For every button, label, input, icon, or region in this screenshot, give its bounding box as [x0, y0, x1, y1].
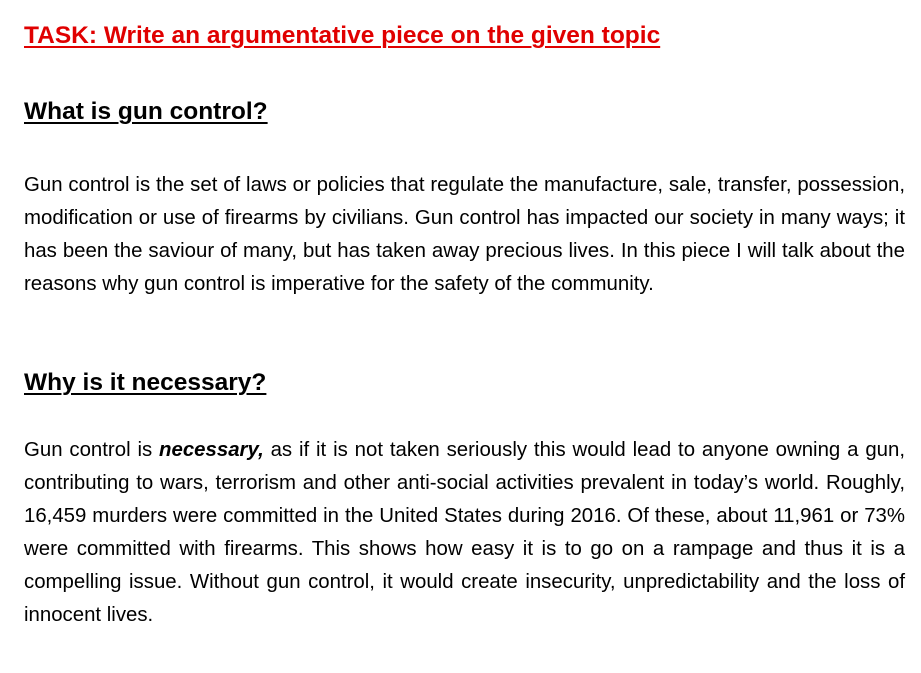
paragraph-rest-text: as if it is not taken seriously this would lead to anyone owning a gun, contributing to wars, terrorism and other anti-social activities prevalent in today’s world. Roughly, 16,459 murders were committed in the United States during 2016. Of these, about 11,961 or 73% were committed with firearms. This shows how easy it is to go on a rampage and thus it is a compelling issue. Without gun control, it would create insecurity, unpredictability and the loss of innocent lives. — [24, 439, 906, 626]
section-paragraph-necessity — [24, 434, 905, 632]
section-heading-why-necessary: Why is it necessary? — [24, 369, 267, 396]
paragraph-lead-text: Gun control is — [24, 439, 160, 461]
section-heading-what-is-gun-control: What is gun control? — [24, 98, 268, 125]
section-paragraph-definition: Gun control is the set of laws or policies that regulate the manufacture, sale, transfer, possession, modification or use of firearms by civilians. Gun control has impacted our society in many ways; it has been the saviour of many, but has taken away precious lives. In this piece I will talk about the reasons why gun control is imperative for the safety of the community. — [24, 174, 905, 295]
task-title: TASK: Write an argumentative piece on the given topic — [24, 22, 661, 49]
emphasis-text: necessary, — [159, 439, 264, 461]
